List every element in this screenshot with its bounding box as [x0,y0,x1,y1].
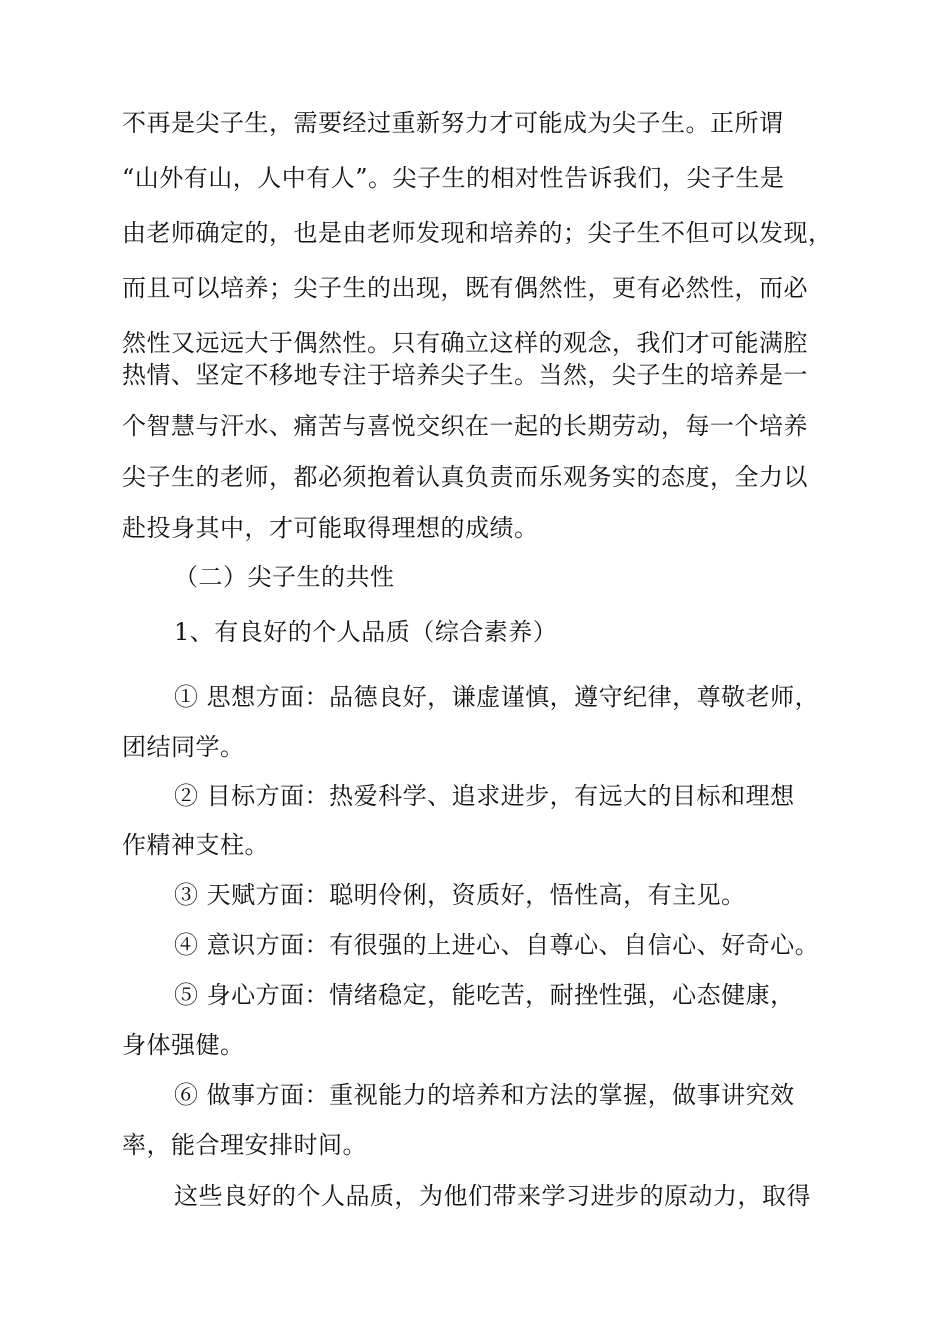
item-5-line-2: 身体强健。 [122,1031,245,1059]
paragraph-line: 不再是尖子生，需要经过重新努力才可能成为尖子生。正所谓 [122,109,784,137]
paragraph-line: 而且可以培养；尖子生的出现，既有偶然性，更有必然性，而必 [122,274,808,302]
paragraph-line: 由老师确定的，也是由老师发现和培养的；尖子生不但可以发现， [122,219,833,247]
item-1-line-1: ① 思想方面：品德良好，谦虚谨慎，遵守纪律，尊敬老师， [174,683,820,711]
paragraph-line: 个智慧与汗水、痛苦与喜悦交织在一起的长期劳动，每一个培养 [122,412,808,440]
item-4-line-1: ④ 意识方面：有很强的上进心、自尊心、自信心、好奇心。 [174,931,820,959]
closing-line: 这些良好的个人品质，为他们带来学习进步的原动力，取得 [174,1182,811,1210]
paragraph-line: “山外有山，人中有人”。尖子生的相对性告诉我们，尖子生是 [122,164,785,192]
sub-heading: 1、有良好的个人品质（综合素养） [174,618,558,646]
item-1-line-2: 团结同学。 [122,733,245,761]
item-5-line-1: ⑤ 身心方面：情绪稳定，能吃苦，耐挫性强，心态健康， [174,981,795,1009]
section-heading: （二）尖子生的共性 [174,563,395,591]
item-6-line-2: 率，能合理安排时间。 [122,1131,367,1159]
paragraph-line: 热情、坚定不移地专注于培养尖子生。当然，尖子生的培养是一 [122,361,808,389]
item-6-line-1: ⑥ 做事方面：重视能力的培养和方法的掌握，做事讲究效 [174,1081,795,1109]
item-2-line-1: ② 目标方面：热爱科学、追求进步，有远大的目标和理想 [174,782,795,810]
item-2-line-2: 作精神支柱。 [122,831,269,859]
paragraph-line: 然性又远远大于偶然性。只有确立这样的观念，我们才可能满腔 [122,329,808,357]
paragraph-line: 尖子生的老师，都必须抱着认真负责而乐观务实的态度，全力以 [122,463,808,491]
item-3-line-1: ③ 天赋方面：聪明伶俐，资质好，悟性高，有主见。 [174,881,746,909]
paragraph-line: 赴投身其中，才可能取得理想的成绩。 [122,514,539,542]
